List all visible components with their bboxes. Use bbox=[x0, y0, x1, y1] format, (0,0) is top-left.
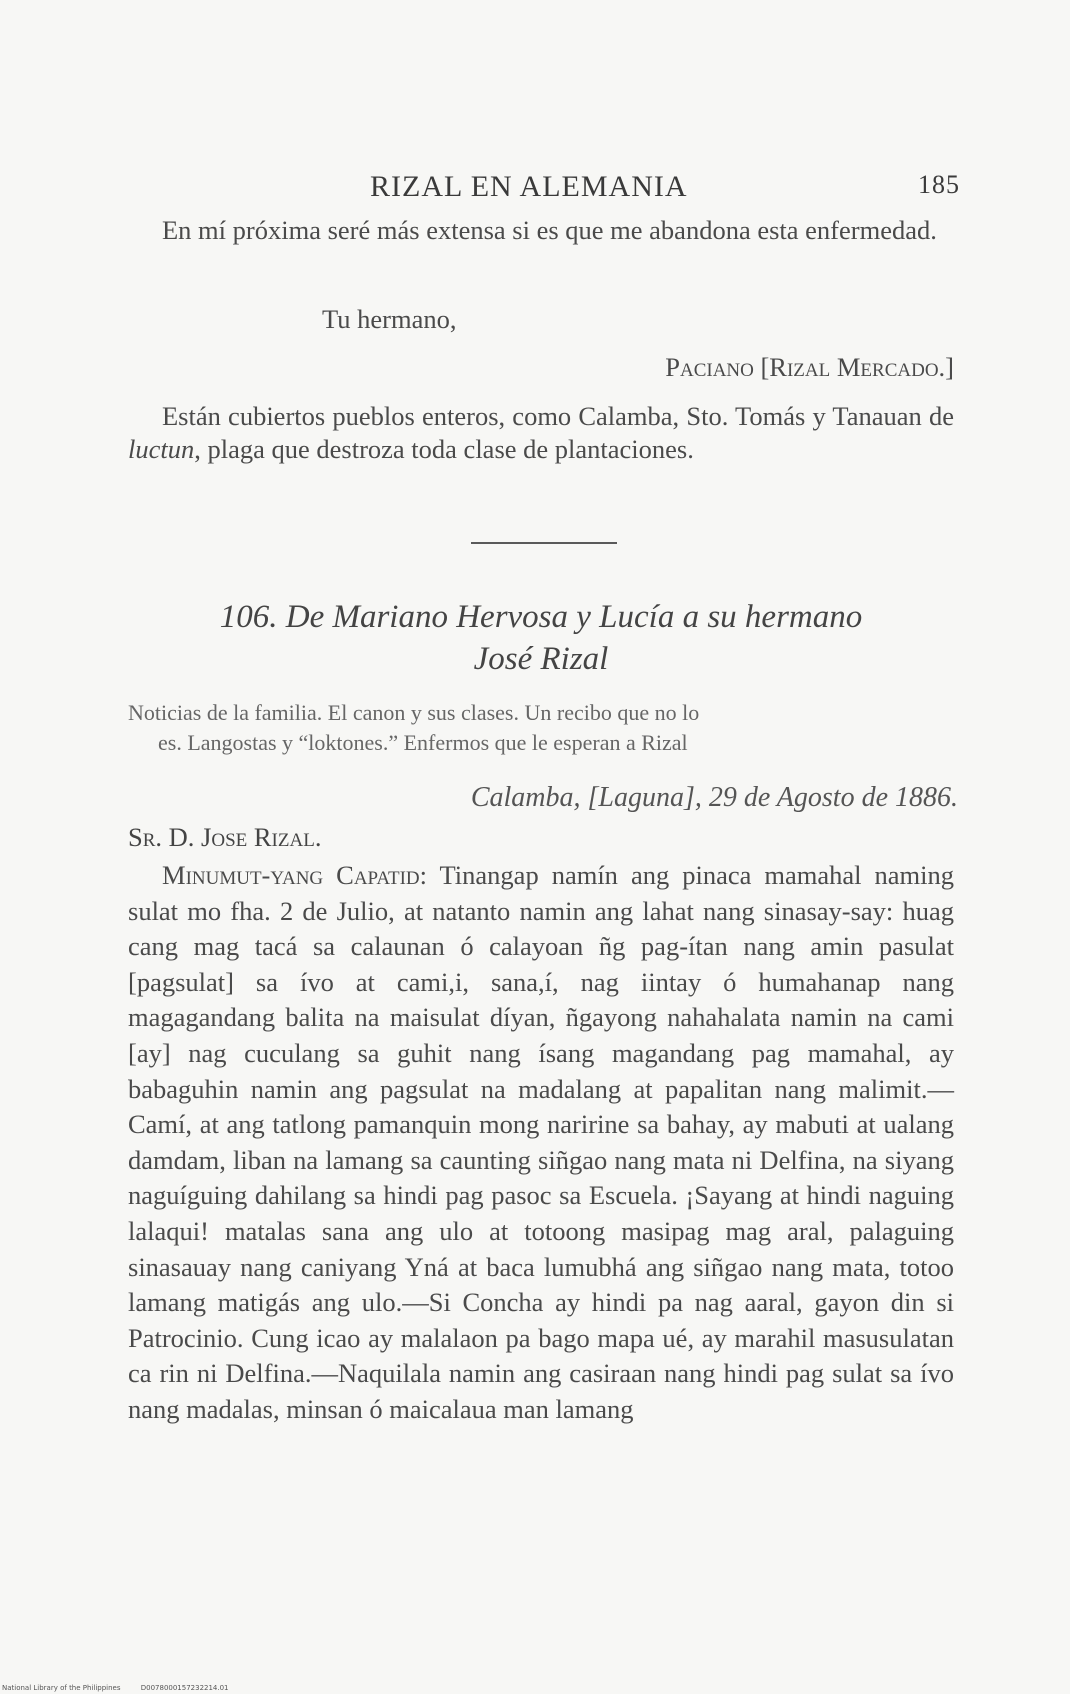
postscript-text-1: Están cubiertos pueblos enteros, como Calamba, Sto. Tomás y Tanauan de bbox=[162, 401, 954, 431]
summary-line-2: es. Langostas y “loktones.” Enfermos que le esperan a Rizal bbox=[158, 730, 688, 755]
postscript-paragraph bbox=[128, 400, 954, 466]
summary-line-1: Noticias de la familia. El canon y sus clases. Un recibo que no lo bbox=[128, 700, 700, 725]
postscript-italic: luctun bbox=[128, 434, 195, 464]
letter-heading-line-2: José Rizal bbox=[473, 641, 609, 677]
section-divider bbox=[471, 542, 617, 544]
letter-summary bbox=[128, 698, 954, 758]
footer-library: National Library of the Philippines bbox=[2, 1684, 121, 1692]
scan-footer bbox=[2, 1684, 247, 1692]
dateline: Calamba, [Laguna], 29 de Agosto de 1886. bbox=[470, 782, 958, 813]
footer-code: D0078000157232214.01 bbox=[140, 1684, 229, 1692]
page-number: 185 bbox=[918, 170, 960, 199]
letter-body-text: : Tinangap namín ang pinaca mamahal naming sulat mo fha. 2 de Julio, at natanto namin ang lahat nang sinasay-say: huag cang mag tacá sa calaunan ó calayoan ñg pag-ítan nang amin pasulat [pagsulat] sa ívo at cami,i, sana,í, nag iintay ó humahanap nang magagandang balita na maisulat díyan, ñgayong nahahalata namin na cami [ay] nag cuculang sa guhit nang ísang magandang pag mamahal, ay babaguhin namin ang pagsulat na madalang at papalitan nang malimit.—Camí, at ang tatlong pamanquin mong naririne sa bahay, ay mabuti at ualang damdam, liban na lamang sa caunting siñgao nang mata ni Delfina, na siyang naguíguing dahilang sa hindi pag pasoc sa Escuela. ¡Sayang at hindi naguing lalaqui! matalas sana ang ulo at totoong masipag mag aral, palaguing sinasauay nang caniyang Yná at baca lumubhá ang siñgao nang mata, totoo lamang matigás ang ulo.—Si Concha ay hindi pa nag aaral, gayon din si Patrocinio. Cung icao ay malalaon pa bago mapa ué, ay marahil masusulatan ca rin ni Delfina.—Naquilala namin ang casiraan nang hindi pag sulat sa ívo nang madalas, minsan ó maicalaua man lamang bbox=[128, 860, 954, 1424]
salutation: Sr. D. Jose Rizal. bbox=[128, 822, 322, 852]
running-title: RIZAL EN ALEMANIA bbox=[370, 170, 688, 203]
opening-address: Minumut-yang Capatid bbox=[162, 860, 420, 890]
letter-body bbox=[128, 858, 954, 1428]
closing-line: Tu hermano, bbox=[322, 304, 457, 334]
signature: Paciano [Rizal Mercado.] bbox=[665, 352, 954, 382]
paragraph-closing-note: En mí próxima seré más extensa si es que me abandona esta enfermedad. bbox=[162, 215, 937, 245]
letter-heading-line-1: 106. De Mariano Hervosa y Lucía a su hermano bbox=[219, 599, 863, 635]
letter-heading bbox=[128, 596, 954, 680]
postscript-text-2: , plaga que destroza toda clase de plantaciones. bbox=[194, 434, 694, 464]
